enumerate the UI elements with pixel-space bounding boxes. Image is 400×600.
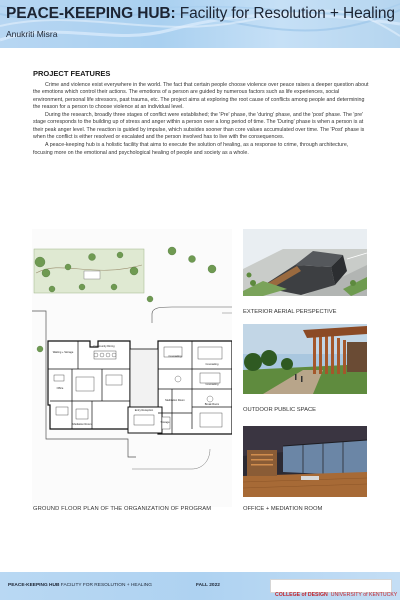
office-mediation-caption: OFFICE + MEDIATION ROOM xyxy=(243,506,323,512)
footer-project-rest: FACILITY FOR RESOLUTION + HEALING xyxy=(60,583,153,588)
title-bold: PEACE-KEEPING HUB: xyxy=(6,5,176,22)
floor-plan xyxy=(32,229,232,507)
paragraph-3: A peace-keeping hub is a holistic facility that aims to execute the solution of healing, as a response to crime, through architecture, focusing more on the emotional and psychological healing of people and society as a whole. xyxy=(33,142,349,156)
header-banner xyxy=(0,0,400,48)
outdoor-space-image xyxy=(243,324,367,394)
outdoor-space-caption: OUTDOOR PUBLIC SPACE xyxy=(243,407,317,413)
room-label: Storage xyxy=(160,421,170,424)
logo-sub: UNIVERSITY of KENTUCKY xyxy=(330,592,398,598)
section-title: PROJECT FEATURES xyxy=(33,69,111,78)
paragraph-1: Crime and violence exist everywhere in the world. The fact that certain people choose violence over peace raises a deeper question about the emotions which control their actions. The emotions of a person are guided by numerous factors such as life experiences, social environment, personal life stressors, past trauma, etc. The project aims at exploring the root cause of conflicts among people and determining the reason for a person to choose violence at an individual level. xyxy=(33,82,369,110)
footer xyxy=(0,572,400,600)
room-label: Community Dining xyxy=(93,345,115,348)
room-label: Break Room xyxy=(204,403,220,406)
title-rest: Facility for Resolution + Healing xyxy=(179,5,395,22)
floor-plan-drawing xyxy=(32,229,232,507)
room-label: Mediation Room xyxy=(72,423,92,426)
page-title xyxy=(6,5,395,23)
room-label: Entry Reception xyxy=(134,409,154,412)
footer-project xyxy=(8,583,152,588)
outdoor-space-render xyxy=(243,324,367,394)
footer-project-bold: PEACE-KEEPING HUB xyxy=(8,583,60,588)
floor-plan-caption: GROUND FLOOR PLAN OF THE ORGANIZATION OF PROGRAM xyxy=(33,506,212,512)
exterior-aerial-caption: EXTERIOR AERIAL PERSPECTIVE xyxy=(243,309,337,315)
office-mediation-image xyxy=(243,426,367,497)
room-label: Waiting + Storage xyxy=(52,351,74,354)
footer-semester: FALL 2022 xyxy=(196,583,220,588)
room-label: Meditation Room xyxy=(165,399,185,402)
room-label: Counseling xyxy=(205,363,219,366)
office-mediation-render xyxy=(243,426,367,497)
paragraph-2: During the research, broadly three stages of conflict were established; the 'Pre' phase, the 'during' phase, and the 'post' phase. The 'pre' stage corresponds to the building up of stress and anger within a person over a long period of time. The 'During' phase is when a person is at their peak anger level. The reaction is guided by impulse, which subsides sooner than core values accumulated over time. The 'Post' phase is when the conflict is either resolved or escalated and the person involved has to live with the consequences. xyxy=(33,112,365,141)
college-logo xyxy=(270,579,398,598)
author-name: Anukriti Misra xyxy=(6,29,58,39)
room-label: Counseling xyxy=(168,355,182,358)
logo-main: COLLEGE of DESIGN xyxy=(275,592,328,598)
exterior-aerial-image xyxy=(243,229,367,296)
room-label: Counseling xyxy=(205,383,219,386)
body-text xyxy=(33,82,369,158)
room-label: Office xyxy=(56,387,64,390)
exterior-aerial-render xyxy=(243,229,367,296)
